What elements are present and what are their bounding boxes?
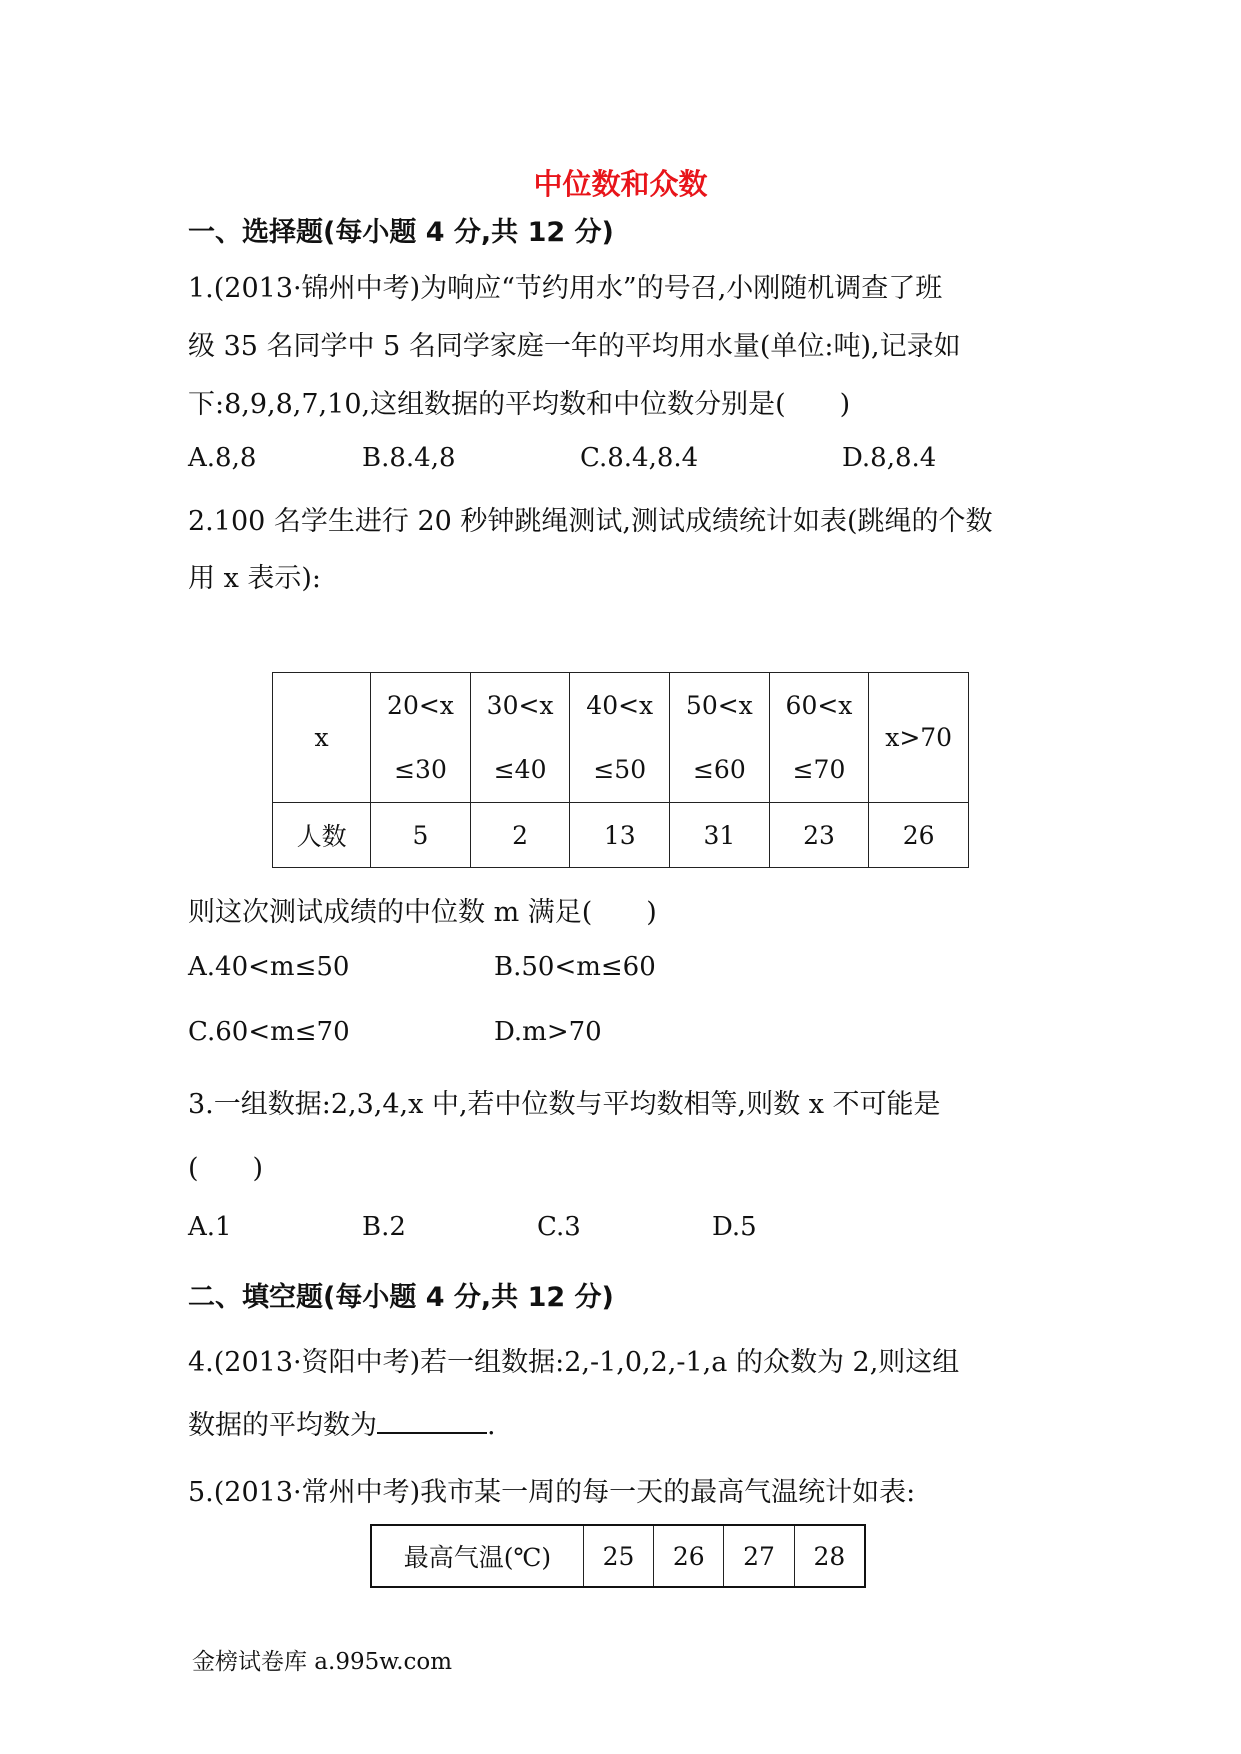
q5-line-1: 5.(2013·常州中考)我市某一周的每一天的最高气温统计如表:	[188, 1477, 916, 1508]
answer-blank[interactable]	[377, 1408, 487, 1434]
range-cell: 30<x ≤40	[470, 673, 570, 803]
range-cell: 60<x ≤70	[769, 673, 869, 803]
range-cell: x>70	[869, 673, 969, 803]
q2-option-a: A.40<m≤50	[188, 952, 350, 982]
page-title: 中位数和众数	[533, 167, 708, 201]
q1-option-c: C.8.4,8.4	[580, 443, 699, 473]
temperature-label: 最高气温(℃)	[371, 1525, 583, 1587]
q3-line-2: ( )	[188, 1153, 264, 1184]
count-cell: 26	[869, 803, 969, 868]
range-cell: 20<x ≤30	[371, 673, 471, 803]
q1-option-d: D.8,8.4	[842, 443, 937, 473]
range-cell: 50<x ≤60	[670, 673, 770, 803]
temperature-table	[370, 1524, 866, 1588]
section-heading-fill: 二、填空题(每小题 4 分,共 12 分)	[188, 1282, 614, 1313]
section-heading-choice: 一、选择题(每小题 4 分,共 12 分)	[188, 217, 614, 248]
q1-option-a: A.8,8	[188, 443, 257, 473]
q2-line-3: 则这次测试成绩的中位数 m 满足( )	[188, 897, 657, 928]
count-cell: 23	[769, 803, 869, 868]
table-header-x: x	[273, 673, 371, 803]
q4-line-2-text: 数据的平均数为	[188, 1410, 377, 1441]
q4-period: .	[487, 1410, 496, 1441]
jump-rope-table	[272, 672, 969, 868]
count-cell: 31	[670, 803, 770, 868]
q1-line-1: 1.(2013·锦州中考)为响应“节约用水”的号召,小刚随机调查了班	[188, 273, 943, 304]
q4-line-2	[188, 1403, 496, 1442]
q3-option-d: D.5	[712, 1212, 757, 1242]
temperature-cell: 28	[794, 1525, 865, 1587]
range-cell: 40<x ≤50	[570, 673, 670, 803]
temperature-cell: 25	[583, 1525, 653, 1587]
q3-option-b: B.2	[362, 1212, 406, 1242]
temperature-cell: 26	[654, 1525, 724, 1587]
q2-option-c: C.60<m≤70	[188, 1017, 350, 1047]
table-row-label: 人数	[273, 803, 371, 868]
count-cell: 5	[371, 803, 471, 868]
q1-line-3: 下:8,9,8,7,10,这组数据的平均数和中位数分别是( )	[188, 389, 851, 420]
q1-option-b: B.8.4,8	[362, 443, 456, 473]
q2-option-b: B.50<m≤60	[494, 952, 656, 982]
temperature-cell: 27	[724, 1525, 794, 1587]
q3-option-c: C.3	[537, 1212, 581, 1242]
q2-line-1: 2.100 名学生进行 20 秒钟跳绳测试,测试成绩统计如表(跳绳的个数	[188, 506, 993, 537]
q1-line-2: 级 35 名同学中 5 名同学家庭一年的平均用水量(单位:吨),记录如	[188, 331, 961, 362]
footer-watermark: 金榜试卷库 a.995w.com	[192, 1649, 453, 1675]
q3-line-1: 3.一组数据:2,3,4,x 中,若中位数与平均数相等,则数 x 不可能是	[188, 1089, 941, 1120]
q2-option-d: D.m>70	[494, 1017, 602, 1047]
q2-line-2: 用 x 表示):	[188, 563, 322, 594]
q4-line-1: 4.(2013·资阳中考)若一组数据:2,-1,0,2,-1,a 的众数为 2,则这组	[188, 1347, 960, 1378]
count-cell: 13	[570, 803, 670, 868]
count-cell: 2	[470, 803, 570, 868]
q3-option-a: A.1	[188, 1212, 232, 1242]
